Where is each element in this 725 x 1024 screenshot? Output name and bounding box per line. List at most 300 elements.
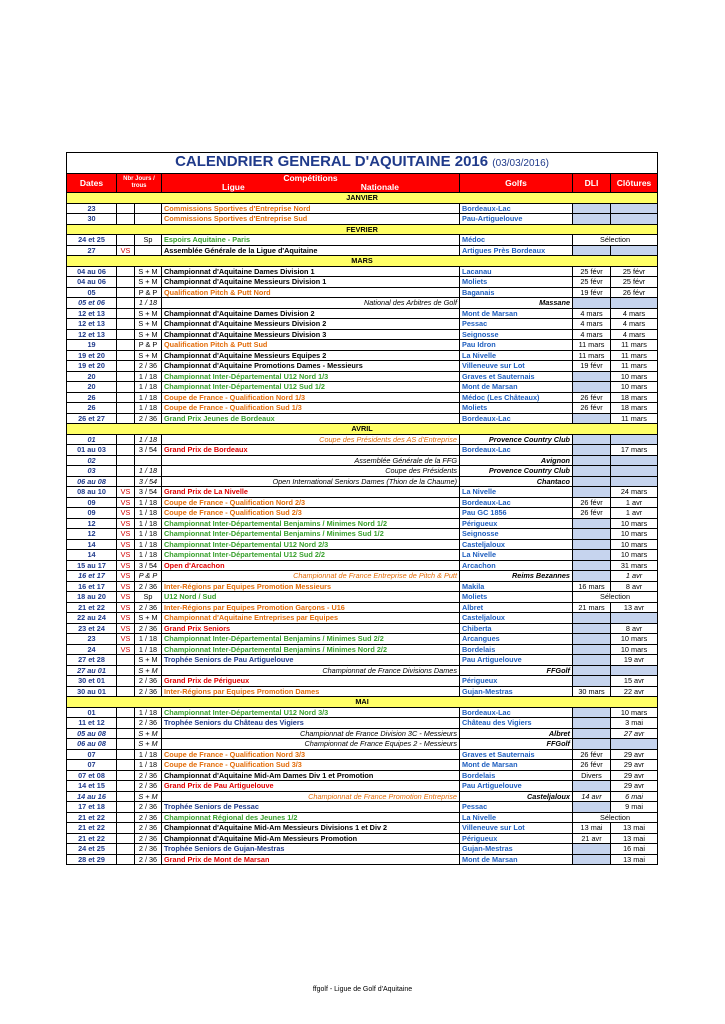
row-date: 02 xyxy=(67,455,117,466)
row-competition: Inter-Régions par Equipes Promotion Dames xyxy=(162,686,460,697)
row-competition: Championnat Inter-Départemental Benjamins / Minimes Nord 2/2 xyxy=(162,644,460,655)
row-vs xyxy=(117,413,135,424)
row-date: 21 et 22 xyxy=(67,833,117,844)
row-date: 24 et 25 xyxy=(67,235,117,246)
row-golf: Makila xyxy=(460,581,573,592)
row-vs xyxy=(117,476,135,487)
row-nbr: S + M xyxy=(135,277,162,288)
row-dli xyxy=(573,739,611,750)
table-row xyxy=(67,623,658,634)
row-golf: Casteljaloux xyxy=(460,613,573,624)
row-competition: Espoirs Aquitaine - Paris xyxy=(162,235,460,246)
table-row xyxy=(67,760,658,771)
row-golf: Pau Artiguelouve xyxy=(460,655,573,666)
row-vs xyxy=(117,382,135,393)
table-row xyxy=(67,455,658,466)
row-golf: Albret xyxy=(460,602,573,613)
row-golf: La Nivelle xyxy=(460,487,573,498)
row-nbr: 2 / 36 xyxy=(135,602,162,613)
row-dli: 26 févr xyxy=(573,749,611,760)
table-row xyxy=(67,655,658,666)
row-cloture: 29 avr xyxy=(611,781,658,792)
row-date: 23 xyxy=(67,634,117,645)
row-golf: Moliets xyxy=(460,592,573,603)
row-cloture xyxy=(611,434,658,445)
row-vs xyxy=(117,319,135,330)
row-competition: Coupe de France - Qualification Nord 1/3 xyxy=(162,392,460,403)
row-dli xyxy=(573,476,611,487)
row-dli xyxy=(573,371,611,382)
row-nbr: S + M xyxy=(135,791,162,802)
row-competition: Championnat Inter-Départemental U12 Nord 2/3 xyxy=(162,539,460,550)
row-dli: 4 mars xyxy=(573,308,611,319)
row-golf: Bordeaux-Lac xyxy=(460,203,573,214)
row-date: 01 xyxy=(67,707,117,718)
row-vs xyxy=(117,392,135,403)
table-row xyxy=(67,539,658,550)
row-date: 18 au 20 xyxy=(67,592,117,603)
table-row xyxy=(67,728,658,739)
row-cloture: 11 mars xyxy=(611,361,658,372)
row-golf: Médoc (Les Châteaux) xyxy=(460,392,573,403)
row-nbr: S + M xyxy=(135,308,162,319)
row-date: 12 et 13 xyxy=(67,329,117,340)
row-golf: Pau-Artiguelouve xyxy=(460,214,573,225)
row-dli xyxy=(573,707,611,718)
row-date: 21 et 22 xyxy=(67,812,117,823)
table-row xyxy=(67,466,658,477)
table-row xyxy=(67,445,658,456)
row-golf: Gujan-Mestras xyxy=(460,686,573,697)
row-nbr: 2 / 36 xyxy=(135,686,162,697)
row-cloture: 15 avr xyxy=(611,676,658,687)
row-golf: La Nivelle xyxy=(460,350,573,361)
row-competition: Trophée Seniors du Château des Vigiers xyxy=(162,718,460,729)
table-row xyxy=(67,476,658,487)
row-competition: Commissions Sportives d'Entreprise Sud xyxy=(162,214,460,225)
row-vs xyxy=(117,802,135,813)
row-competition: Open d'Arcachon xyxy=(162,560,460,571)
row-dli xyxy=(573,644,611,655)
table-row xyxy=(67,823,658,834)
row-cloture: 25 févr xyxy=(611,266,658,277)
row-golf: Mont de Marsan xyxy=(460,854,573,865)
table-row xyxy=(67,781,658,792)
row-cloture: 19 avr xyxy=(611,655,658,666)
row-nbr: 3 / 54 xyxy=(135,487,162,498)
row-competition: Inter-Régions par Equipes Promotion Messieurs xyxy=(162,581,460,592)
row-cloture: 4 mars xyxy=(611,329,658,340)
row-golf: La Nivelle xyxy=(460,550,573,561)
row-golf: La Nivelle xyxy=(460,812,573,823)
header-ligue: Ligue xyxy=(222,182,245,192)
row-competition: Open International Seniors Dames (Thion de la Chaume) xyxy=(162,476,460,487)
row-dli: 19 févr xyxy=(573,287,611,298)
row-vs xyxy=(117,287,135,298)
row-dli: 30 mars xyxy=(573,686,611,697)
row-golf: Pau Idron xyxy=(460,340,573,351)
row-vs xyxy=(117,833,135,844)
row-cloture: 13 avr xyxy=(611,602,658,613)
row-nbr: 1 / 18 xyxy=(135,434,162,445)
row-cloture: 10 mars xyxy=(611,634,658,645)
row-dli xyxy=(573,487,611,498)
row-nbr: 2 / 36 xyxy=(135,854,162,865)
row-cloture xyxy=(611,214,658,225)
table-row xyxy=(67,770,658,781)
row-cloture: 1 avr xyxy=(611,508,658,519)
row-nbr: 2 / 36 xyxy=(135,676,162,687)
row-golf: Reims Bezannes xyxy=(460,571,573,582)
row-golf: Pau GC 1856 xyxy=(460,508,573,519)
row-cloture: 11 mars xyxy=(611,413,658,424)
row-date: 22 au 24 xyxy=(67,613,117,624)
row-dli xyxy=(573,203,611,214)
row-golf: Pau Artiguelouve xyxy=(460,781,573,792)
row-vs xyxy=(117,298,135,309)
row-cloture xyxy=(611,466,658,477)
row-vs: VS xyxy=(117,497,135,508)
table-row xyxy=(67,245,658,256)
row-vs xyxy=(117,371,135,382)
row-nbr: 1 / 18 xyxy=(135,550,162,561)
row-cloture: 4 mars xyxy=(611,319,658,330)
row-competition: Championnat d'Aquitaine Promotions Dames - Messieurs xyxy=(162,361,460,372)
table-row xyxy=(67,739,658,750)
row-date: 07 xyxy=(67,749,117,760)
row-golf: Lacanau xyxy=(460,266,573,277)
row-dli: 26 févr xyxy=(573,508,611,519)
table-row xyxy=(67,581,658,592)
row-nbr: P & P xyxy=(135,340,162,351)
row-date: 04 au 06 xyxy=(67,266,117,277)
row-dli: 16 mars xyxy=(573,581,611,592)
row-dli: Divers xyxy=(573,770,611,781)
month-row xyxy=(67,256,658,267)
row-golf: Gujan-Mestras xyxy=(460,844,573,855)
row-date: 12 xyxy=(67,529,117,540)
row-dli xyxy=(573,802,611,813)
row-cloture xyxy=(611,739,658,750)
row-date: 16 et 17 xyxy=(67,581,117,592)
row-cloture: 10 mars xyxy=(611,371,658,382)
table-row xyxy=(67,707,658,718)
row-cloture: 6 mai xyxy=(611,791,658,802)
row-golf: Château des Vigiers xyxy=(460,718,573,729)
table-row xyxy=(67,571,658,582)
row-date: 19 et 20 xyxy=(67,361,117,372)
row-dli xyxy=(573,466,611,477)
row-competition: Championnat Inter-Départemental U12 Nord 1/3 xyxy=(162,371,460,382)
table-row xyxy=(67,382,658,393)
month-row xyxy=(67,424,658,435)
table-row xyxy=(67,497,658,508)
row-competition: Championnat de France Equipes 2 - Messieurs xyxy=(162,739,460,750)
table-row xyxy=(67,676,658,687)
row-dli xyxy=(573,676,611,687)
row-golf: Mont de Marsan xyxy=(460,760,573,771)
header-dli: DLI xyxy=(573,174,611,193)
row-cloture xyxy=(611,476,658,487)
table-row xyxy=(67,329,658,340)
row-golf: Chiberta xyxy=(460,623,573,634)
row-nbr: 3 / 54 xyxy=(135,476,162,487)
row-golf: Seignosse xyxy=(460,529,573,540)
row-dli xyxy=(573,445,611,456)
row-competition: Grand Prix Jeunes de Bordeaux xyxy=(162,413,460,424)
row-nbr: 1 / 18 xyxy=(135,497,162,508)
row-date: 07 et 08 xyxy=(67,770,117,781)
row-dli: 26 févr xyxy=(573,392,611,403)
row-cloture: 26 févr xyxy=(611,287,658,298)
row-nbr: 3 / 54 xyxy=(135,445,162,456)
row-date: 20 xyxy=(67,371,117,382)
row-dli: 4 mars xyxy=(573,319,611,330)
row-date: 03 xyxy=(67,466,117,477)
row-golf: Bordeaux-Lac xyxy=(460,497,573,508)
row-nbr: 2 / 36 xyxy=(135,718,162,729)
row-dli xyxy=(573,214,611,225)
row-vs xyxy=(117,812,135,823)
row-date: 14 et 15 xyxy=(67,781,117,792)
row-cloture: 25 févr xyxy=(611,277,658,288)
row-date: 15 au 17 xyxy=(67,560,117,571)
row-golf: Seignosse xyxy=(460,329,573,340)
row-dli: 13 mai xyxy=(573,823,611,834)
table-row xyxy=(67,434,658,445)
row-dli: 14 avr xyxy=(573,791,611,802)
row-competition: Commissions Sportives d'Entreprise Nord xyxy=(162,203,460,214)
row-vs xyxy=(117,844,135,855)
row-competition: Coupe des Présidents xyxy=(162,466,460,477)
row-cloture: 1 avr xyxy=(611,571,658,582)
row-competition: Grand Prix de Mont de Marsan xyxy=(162,854,460,865)
row-nbr: 2 / 36 xyxy=(135,361,162,372)
row-date: 09 xyxy=(67,497,117,508)
row-vs: VS xyxy=(117,634,135,645)
table-row xyxy=(67,833,658,844)
row-dli: 19 févr xyxy=(573,361,611,372)
table-row xyxy=(67,487,658,498)
row-competition: Championnat d'Aquitaine Dames Division 1 xyxy=(162,266,460,277)
row-nbr: S + M xyxy=(135,613,162,624)
row-nbr: S + M xyxy=(135,329,162,340)
row-cloture xyxy=(611,613,658,624)
row-vs: VS xyxy=(117,644,135,655)
row-competition: Championnat d'Aquitaine Mid-Am Messieurs Promotion xyxy=(162,833,460,844)
row-vs: VS xyxy=(117,613,135,624)
row-cloture: 10 mars xyxy=(611,707,658,718)
row-nbr: 1 / 18 xyxy=(135,371,162,382)
table-row xyxy=(67,361,658,372)
table-row xyxy=(67,508,658,519)
header-competitions xyxy=(162,174,460,193)
row-competition: Championnat Inter-Départemental Benjamins / Minimes Sud 1/2 xyxy=(162,529,460,540)
row-nbr: 2 / 36 xyxy=(135,623,162,634)
calendar-body xyxy=(67,193,658,865)
header-competitions-label: Compétitions xyxy=(283,173,338,183)
row-golf: Périgueux xyxy=(460,518,573,529)
row-date: 05 xyxy=(67,287,117,298)
row-competition: Championnat Inter-Départemental Benjamins / Minimes Sud 2/2 xyxy=(162,634,460,645)
row-vs xyxy=(117,403,135,414)
row-nbr xyxy=(135,455,162,466)
row-nbr: 1 / 18 xyxy=(135,749,162,760)
row-cloture: 9 mai xyxy=(611,802,658,813)
row-dli xyxy=(573,539,611,550)
row-competition: Inter-Régions par Equipes Promotion Garçons - U16 xyxy=(162,602,460,613)
row-date: 12 et 13 xyxy=(67,319,117,330)
row-nbr: S + M xyxy=(135,739,162,750)
row-cloture: 18 mars xyxy=(611,392,658,403)
row-nbr: 2 / 36 xyxy=(135,770,162,781)
table-row xyxy=(67,791,658,802)
row-vs: VS xyxy=(117,581,135,592)
row-competition: Coupe de France - Qualification Nord 3/3 xyxy=(162,749,460,760)
row-date: 30 au 01 xyxy=(67,686,117,697)
row-date: 14 xyxy=(67,539,117,550)
row-nbr: 1 / 18 xyxy=(135,508,162,519)
row-vs: VS xyxy=(117,571,135,582)
row-competition: Trophée Seniors de Gujan-Mestras xyxy=(162,844,460,855)
table-row xyxy=(67,214,658,225)
table-row xyxy=(67,749,658,760)
row-selection: Sélection xyxy=(573,592,658,603)
row-cloture: 10 mars xyxy=(611,529,658,540)
row-vs xyxy=(117,707,135,718)
month-label: MAI xyxy=(67,697,658,708)
row-date: 05 et 06 xyxy=(67,298,117,309)
row-date: 23 xyxy=(67,203,117,214)
row-golf: Médoc xyxy=(460,235,573,246)
table-row xyxy=(67,392,658,403)
row-dli xyxy=(573,623,611,634)
row-competition: Grand Prix de La Nivelle xyxy=(162,487,460,498)
row-selection: Sélection xyxy=(573,812,658,823)
row-golf: Baganais xyxy=(460,287,573,298)
row-vs: VS xyxy=(117,623,135,634)
row-competition: Championnat d'Aquitaine Messieurs Equipes 2 xyxy=(162,350,460,361)
row-vs xyxy=(117,676,135,687)
row-nbr: 2 / 36 xyxy=(135,581,162,592)
row-date: 27 au 01 xyxy=(67,665,117,676)
row-nbr: S + M xyxy=(135,665,162,676)
row-cloture: 29 avr xyxy=(611,760,658,771)
row-competition: Championnat d'Aquitaine Entreprises par Equipes xyxy=(162,613,460,624)
table-row xyxy=(67,718,658,729)
row-nbr: 2 / 36 xyxy=(135,833,162,844)
row-competition: Championnat de France Entreprise de Pitch & Putt xyxy=(162,571,460,582)
row-nbr: 1 / 18 xyxy=(135,392,162,403)
row-vs xyxy=(117,308,135,319)
row-golf: Avignon xyxy=(460,455,573,466)
table-row xyxy=(67,298,658,309)
table-row xyxy=(67,634,658,645)
row-nbr: 1 / 18 xyxy=(135,529,162,540)
row-competition: Coupe de France - Qualification Sud 1/3 xyxy=(162,403,460,414)
row-competition: Trophée Seniors de Pau Artiguelouve xyxy=(162,655,460,666)
row-vs xyxy=(117,770,135,781)
row-nbr: 2 / 36 xyxy=(135,844,162,855)
row-dli xyxy=(573,434,611,445)
month-label: AVRIL xyxy=(67,424,658,435)
row-cloture: 22 avr xyxy=(611,686,658,697)
row-dli xyxy=(573,634,611,645)
row-golf: Pessac xyxy=(460,802,573,813)
row-competition: Grand Prix de Périgueux xyxy=(162,676,460,687)
row-golf: Chantaco xyxy=(460,476,573,487)
row-dli: 26 févr xyxy=(573,497,611,508)
row-dli: 21 avr xyxy=(573,833,611,844)
row-cloture: 29 avr xyxy=(611,749,658,760)
row-vs xyxy=(117,760,135,771)
row-competition: U12 Nord / Sud xyxy=(162,592,460,603)
title-date: (03/03/2016) xyxy=(492,158,550,169)
table-row xyxy=(67,802,658,813)
table-row xyxy=(67,644,658,655)
row-competition: Championnat Inter-Départemental U12 Nord 3/3 xyxy=(162,707,460,718)
row-golf: Provence Country Club xyxy=(460,434,573,445)
row-nbr: 1 / 18 xyxy=(135,518,162,529)
row-competition: Championnat d'Aquitaine Mid-Am Messieurs Divisions 1 et Div 2 xyxy=(162,823,460,834)
row-date: 06 au 08 xyxy=(67,739,117,750)
row-dli xyxy=(573,655,611,666)
header-nationale: Nationale xyxy=(360,182,399,192)
table-row xyxy=(67,203,658,214)
row-date: 26 xyxy=(67,392,117,403)
row-vs: VS xyxy=(117,550,135,561)
row-nbr xyxy=(135,245,162,256)
row-competition: Championnat de France Divisions Dames xyxy=(162,665,460,676)
row-nbr: 1 / 18 xyxy=(135,539,162,550)
row-dli xyxy=(573,298,611,309)
row-date: 04 au 06 xyxy=(67,277,117,288)
row-nbr: P & P xyxy=(135,287,162,298)
row-golf: Artigues Près Bordeaux xyxy=(460,245,573,256)
row-competition: Coupe de France - Qualification Sud 3/3 xyxy=(162,760,460,771)
row-competition: Trophée Seniors de Pessac xyxy=(162,802,460,813)
row-vs xyxy=(117,665,135,676)
row-golf: Périgueux xyxy=(460,676,573,687)
row-vs: VS xyxy=(117,508,135,519)
row-vs: VS xyxy=(117,592,135,603)
row-nbr: S + M xyxy=(135,655,162,666)
row-nbr: 1 / 18 xyxy=(135,403,162,414)
row-date: 07 xyxy=(67,760,117,771)
row-competition: Championnat d'Aquitaine Messieurs Division 1 xyxy=(162,277,460,288)
row-date: 30 xyxy=(67,214,117,225)
month-row xyxy=(67,193,658,204)
row-date: 08 au 10 xyxy=(67,487,117,498)
row-vs xyxy=(117,823,135,834)
row-competition: Coupe des Présidents des AS d'Entreprise xyxy=(162,434,460,445)
table-row xyxy=(67,812,658,823)
row-vs xyxy=(117,203,135,214)
table-row xyxy=(67,340,658,351)
row-nbr: P & P xyxy=(135,571,162,582)
row-date: 16 et 17 xyxy=(67,571,117,582)
row-vs: VS xyxy=(117,245,135,256)
row-dli: 25 févr xyxy=(573,277,611,288)
row-dli: 11 mars xyxy=(573,350,611,361)
month-label: JANVIER xyxy=(67,193,658,204)
row-vs xyxy=(117,686,135,697)
row-date: 30 et 01 xyxy=(67,676,117,687)
row-dli xyxy=(573,613,611,624)
row-date: 26 xyxy=(67,403,117,414)
table-row xyxy=(67,613,658,624)
row-nbr: 1 / 18 xyxy=(135,760,162,771)
